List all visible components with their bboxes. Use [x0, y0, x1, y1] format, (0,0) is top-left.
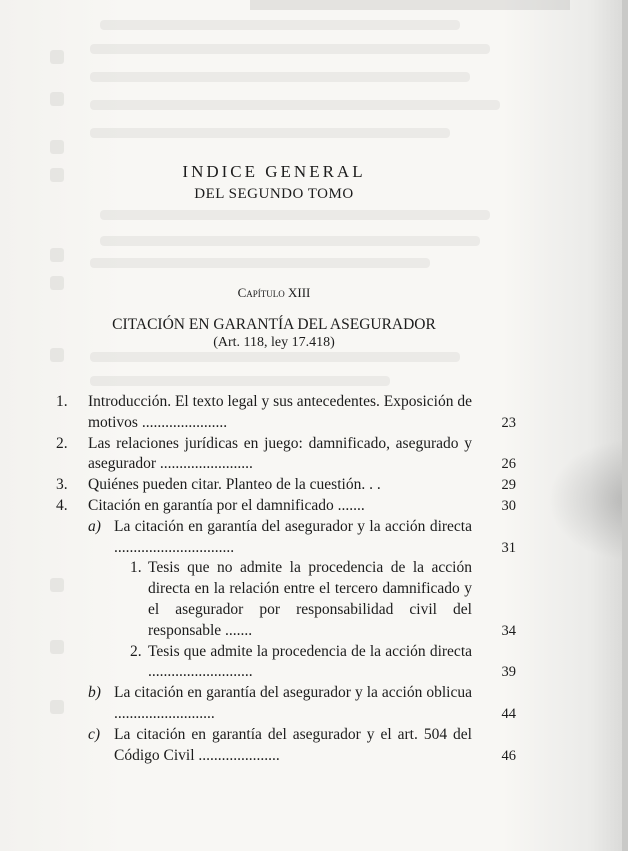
toc-entry-letter: c): [88, 725, 101, 743]
bleed-through-line: [100, 210, 490, 220]
bleed-through-mark: [50, 92, 64, 106]
toc-entry-letter: b): [88, 684, 101, 702]
toc-entry-page: 30: [501, 497, 516, 514]
toc-entry-text: Tesis que admite la procedencia de la acción directa ...........................: [148, 642, 472, 681]
page-edge: [622, 0, 628, 851]
toc-entry-number: 4.: [56, 496, 68, 514]
bleed-through-line: [90, 258, 430, 268]
index-subtitle: DEL SEGUNDO TOMO: [194, 186, 354, 202]
toc-entry-text: Citación en garantía por el damnificado .......: [88, 496, 365, 514]
toc-entry-text: Las relaciones jurídicas en juego: damnificado, asegurado y asegurador ........................: [88, 434, 472, 473]
toc-entry: [56, 683, 516, 725]
bleed-through-line: [90, 376, 390, 386]
toc-entry-number: 2.: [56, 434, 68, 452]
bleed-through-line: [90, 352, 460, 362]
scan-smudge: [250, 0, 570, 10]
bleed-through-line: [90, 100, 500, 110]
toc-entry-text: La citación en garantía del asegurador y la acción oblicua ..........................: [114, 684, 472, 722]
toc-entry-number: 1.: [56, 393, 68, 410]
chapter-subtitle: (Art. 118, ley 17.418): [213, 335, 335, 350]
toc-entry-page: 39: [501, 664, 516, 681]
toc-entry: [56, 517, 516, 559]
bleed-through-mark: [50, 50, 64, 64]
index-title: INDICE GENERAL: [182, 162, 366, 181]
toc-entry-number: 3.: [56, 476, 68, 494]
bleed-through-line: [90, 128, 450, 138]
toc-entry: [56, 642, 516, 684]
toc-entry-text: Quiénes pueden citar. Planteo de la cuestión. . .: [88, 476, 381, 494]
toc-entry: [56, 434, 516, 476]
toc-entry: [56, 496, 516, 517]
toc-entry: [56, 558, 516, 641]
toc-entry-page: 31: [501, 539, 516, 556]
chapter-title: CITACIÓN EN GARANTÍA DEL ASEGURADOR: [112, 316, 436, 333]
toc-entry-letter: a): [88, 517, 101, 535]
bleed-through-mark: [50, 140, 64, 154]
toc-entry-page: 46: [501, 747, 516, 764]
bleed-through-mark: [50, 248, 64, 262]
toc-entry: [56, 392, 516, 434]
toc-entry-page: 34: [501, 622, 516, 639]
bleed-through-line: [100, 20, 460, 30]
toc-entry-page: 26: [501, 456, 516, 473]
bleed-through-line: [90, 44, 490, 54]
chapter-label: Capítulo XIII: [237, 285, 311, 300]
toc-entry-number: 1.: [130, 559, 142, 577]
toc-entry: [56, 475, 516, 496]
toc-entry-page: 29: [501, 477, 516, 494]
toc-entry-number: 2.: [130, 642, 142, 660]
toc-entry-page: 44: [501, 705, 516, 722]
toc-entry-page: 23: [501, 414, 516, 431]
toc-entry-text: La citación en garantía del asegurador y la acción directa ...............................: [114, 517, 472, 556]
toc-entry: [56, 725, 516, 767]
toc-entry-text: Introducción. El texto legal y sus antecedentes. Exposición de motivos ......................: [88, 393, 472, 431]
toc-entry-text: La citación en garantía del asegurador y el art. 504 del Código Civil .....................: [114, 725, 472, 764]
bleed-through-line: [90, 72, 470, 82]
scan-shadow: [548, 440, 628, 560]
bleed-through-line: [100, 236, 480, 246]
toc-entry-text: Tesis que no admite la procedencia de la acción directa en la relación entre el tercero damnificado y el asegurador por responsabilidad civil del responsable .......: [148, 559, 472, 639]
table-of-contents: [56, 392, 516, 766]
